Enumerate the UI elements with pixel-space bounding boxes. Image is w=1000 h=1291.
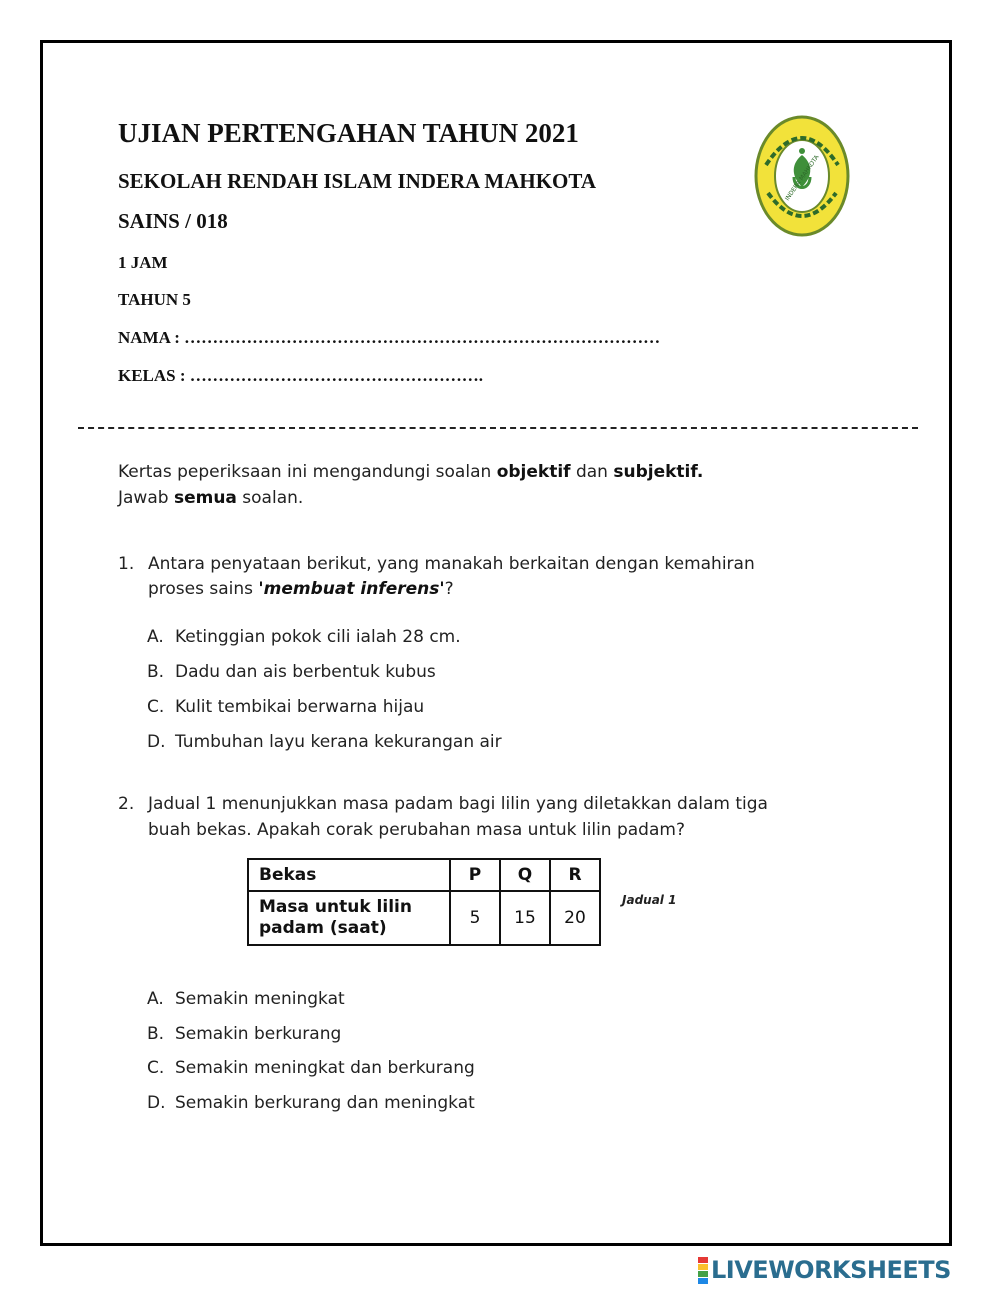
brand-block (698, 1278, 708, 1284)
brand-block (698, 1264, 708, 1270)
question-1-line-1: Antara penyataan berikut, yang manakah berkaitan dengan kemahiran (148, 554, 755, 574)
brand-text: LIVEWORKSHEETS (711, 1256, 951, 1284)
table-row-label: Masa untuk lilin padam (saat) (248, 891, 450, 945)
table-header-r: R (550, 859, 600, 891)
data-table (247, 858, 601, 946)
table-row (248, 891, 600, 945)
table-header-q: Q (500, 859, 550, 891)
table-caption: Jadual 1 (622, 893, 677, 907)
logo-text: INDERA MAHKOTA (783, 153, 821, 203)
question-1-option-b[interactable]: B. Dadu dan ais berbentuk kubus (147, 662, 436, 682)
brand-block (698, 1257, 708, 1263)
table-value-r: 20 (550, 891, 600, 945)
question-1-number: 1. (118, 554, 135, 574)
table-header-row (248, 859, 600, 891)
school-name: SEKOLAH RENDAH ISLAM INDERA MAHKOTA (118, 169, 596, 193)
question-1-option-a[interactable]: A. Ketinggian pokok cili ialah 28 cm. (147, 627, 461, 647)
year-level: TAHUN 5 (118, 290, 191, 309)
table-header-p: P (450, 859, 500, 891)
class-field-line: KELAS : ……………………………………………. (118, 366, 484, 385)
question-1-line-2: proses sains 'membuat inferens'? (148, 579, 454, 599)
question-2-option-a[interactable]: A. Semakin meningkat (147, 989, 345, 1009)
question-2-option-d[interactable]: D. Semakin berkurang dan meningkat (147, 1093, 475, 1113)
question-2-number: 2. (118, 794, 135, 814)
question-1-option-d[interactable]: D. Tumbuhan layu kerana kekurangan air (147, 732, 502, 752)
question-2-line-1: Jadual 1 menunjukkan masa padam bagi lilin yang diletakkan dalam tiga (148, 794, 768, 814)
brand-block (698, 1271, 708, 1277)
duration: 1 JAM (118, 253, 168, 272)
table-value-q: 15 (500, 891, 550, 945)
question-2-option-c[interactable]: C. Semakin meningkat dan berkurang (147, 1058, 475, 1078)
liveworksheets-logo[interactable] (698, 1256, 951, 1284)
instruction-line-2: Jawab semua soalan. (118, 488, 304, 508)
question-2-option-b[interactable]: B. Semakin berkurang (147, 1024, 342, 1044)
subject-code: SAINS / 018 (118, 209, 228, 233)
table-header-bekas: Bekas (248, 859, 450, 891)
school-logo (754, 115, 850, 237)
question-1-option-c[interactable]: C. Kulit tembikai berwarna hijau (147, 697, 425, 717)
table-value-p: 5 (450, 891, 500, 945)
cut-line (78, 427, 918, 429)
question-2-line-2: buah bekas. Apakah corak perubahan masa untuk lilin padam? (148, 820, 685, 840)
exam-title: UJIAN PERTENGAHAN TAHUN 2021 (118, 118, 579, 148)
instruction-line-1: Kertas peperiksaan ini mengandungi soalan objektif dan subjektif. (118, 462, 704, 482)
brand-blocks-icon (698, 1257, 708, 1284)
name-field-line: NAMA : ………………………………………………………………………… (118, 328, 661, 347)
